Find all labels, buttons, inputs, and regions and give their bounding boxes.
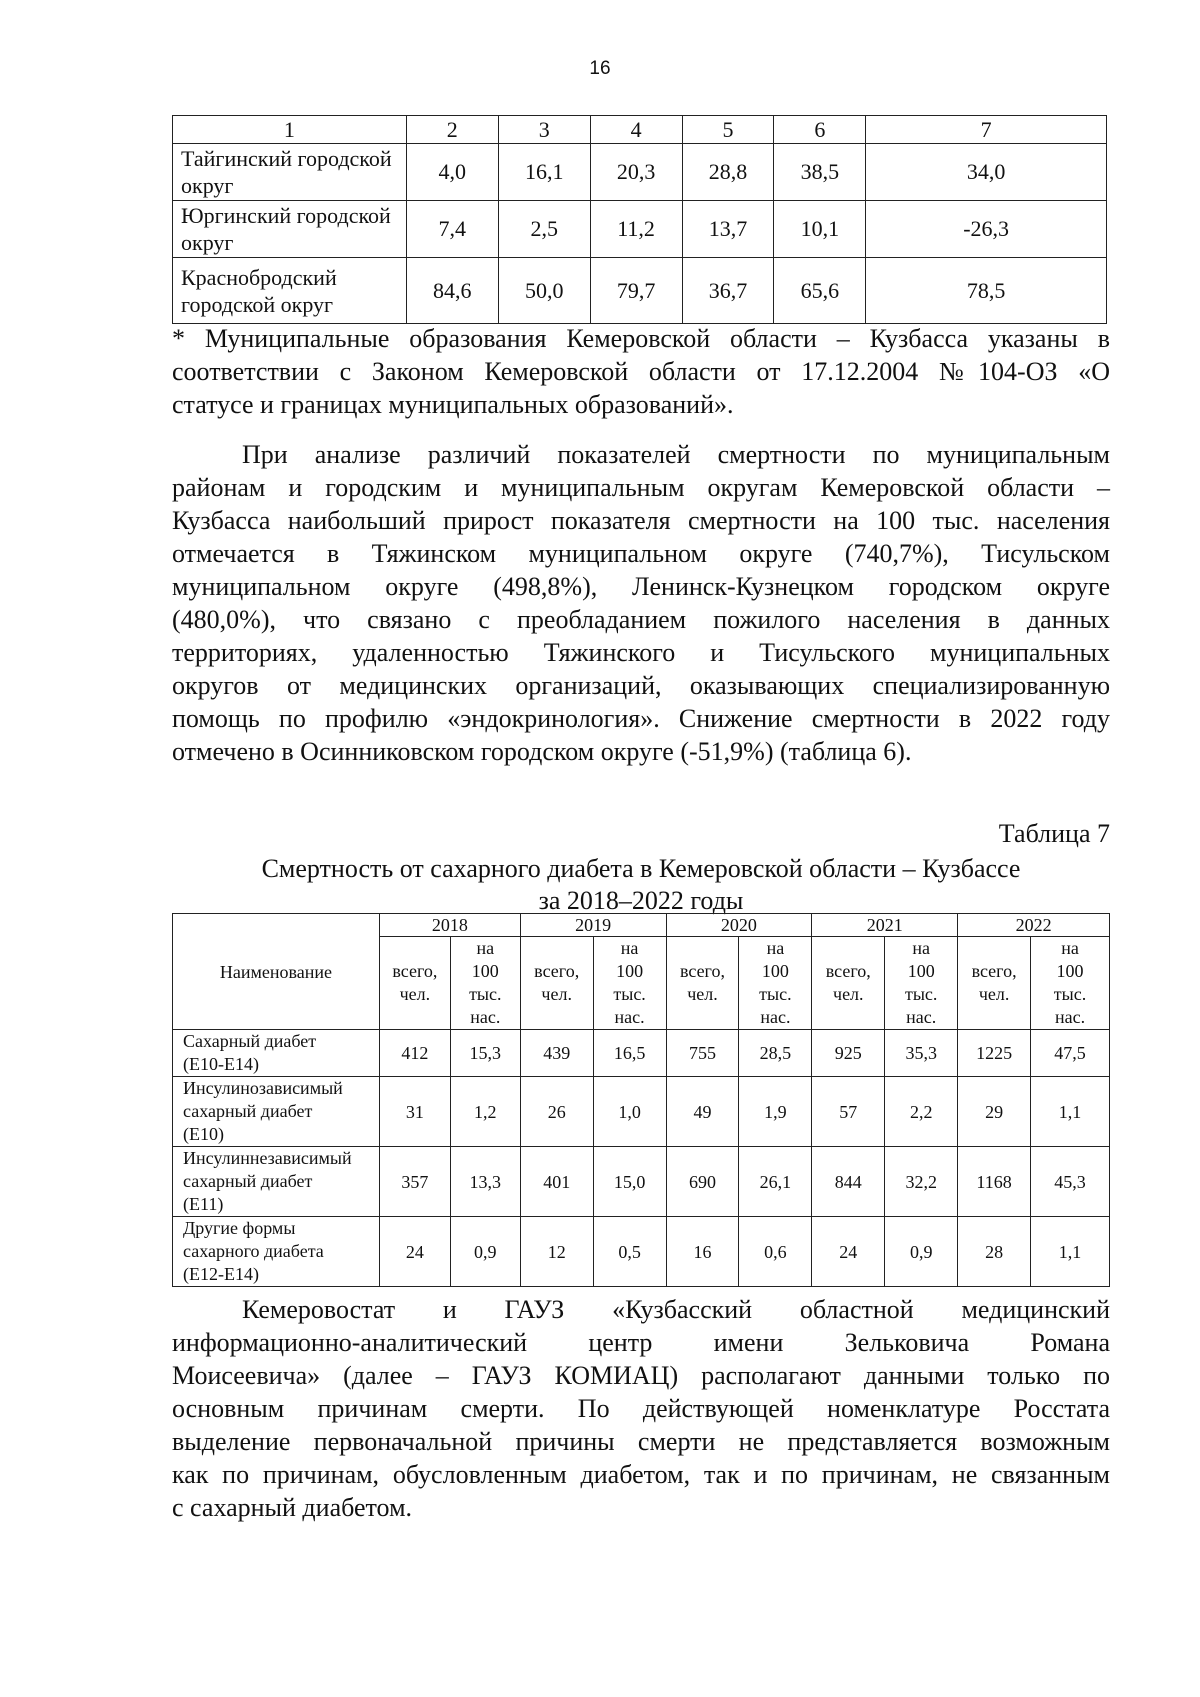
table-cell: 15,3 — [450, 1030, 520, 1077]
table-row — [173, 1077, 1110, 1147]
text-line: муниципальном округе (498,8%), Ленинск-Кузнецком городском округе — [172, 572, 1110, 601]
year-header: 2022 — [958, 914, 1110, 937]
text-line: нас. — [614, 1007, 645, 1027]
table-cell: 0,9 — [450, 1217, 520, 1287]
text-line: нас. — [906, 1007, 937, 1027]
table-cell: 57 — [812, 1077, 885, 1147]
column-number: 4 — [590, 116, 682, 144]
text-line: всего, — [392, 961, 438, 981]
table-cell: 844 — [812, 1147, 885, 1217]
table-cell: 1225 — [958, 1030, 1031, 1077]
text-line: нас. — [470, 1007, 501, 1027]
text-line: Моисеевича» (далее – ГАУЗ КОМИАЦ) располагают данными только по — [172, 1361, 1110, 1390]
table-cell: 84,6 — [406, 258, 498, 324]
table-cell: 16,1 — [498, 144, 590, 201]
total-subheader — [520, 937, 593, 1030]
table-cell: 412 — [379, 1030, 450, 1077]
table-cell: 24 — [379, 1217, 450, 1287]
closing-paragraph — [172, 1293, 1110, 1524]
rate-subheader — [593, 937, 666, 1030]
table-cell: 1,0 — [593, 1077, 666, 1147]
text-line: на — [1061, 938, 1079, 958]
text-line: (Е10-Е14) — [183, 1054, 259, 1074]
text-line: Краснобродский — [181, 264, 337, 290]
diagnosis-name — [173, 1030, 380, 1077]
table-cell: 79,7 — [590, 258, 682, 324]
text-line: 100 — [1056, 961, 1084, 981]
table-header-row — [173, 116, 1107, 144]
text-line: Юргинский городской — [181, 203, 391, 228]
table-row — [173, 144, 1107, 201]
text-line: чел. — [399, 984, 431, 1004]
text-line: как по причинам, обусловленным диабетом, так и по причинам, не связанным — [172, 1460, 1110, 1489]
table-cell: 16,5 — [593, 1030, 666, 1077]
table-cell: -26,3 — [866, 201, 1107, 258]
text-line: округов от медицинских организаций, оказывающих специализированную — [172, 671, 1110, 700]
table-cell: 32,2 — [885, 1147, 958, 1217]
table-cell: 15,0 — [593, 1147, 666, 1217]
text-line: При анализе различий показателей смертности по муниципальным — [242, 440, 1110, 469]
table-cell: 10,1 — [774, 201, 866, 258]
text-line: территориях, удаленностью Тяжинского и Тисульского муниципальных — [172, 638, 1110, 667]
municipal-table-continuation — [172, 115, 1107, 324]
text-line: Инсулинозависимый — [183, 1078, 343, 1098]
column-number: 5 — [682, 116, 774, 144]
table-cell: 1168 — [958, 1147, 1031, 1217]
table-cell: 31 — [379, 1077, 450, 1147]
text-line: Кузбасса наибольший прирост показателя смертности на 100 тыс. населения — [172, 506, 1110, 535]
total-subheader — [958, 937, 1031, 1030]
table-cell: 357 — [379, 1147, 450, 1217]
text-line: * Муниципальные образования Кемеровской области – Кузбасса указаны в — [172, 324, 1110, 353]
text-line: Кемеровостат и ГАУЗ «Кузбасский областной медицинский — [242, 1295, 1110, 1324]
text-line: соответствии с Законом Кемеровской области от 17.12.2004 №104-ОЗ «О — [172, 357, 1110, 386]
text-line: чел. — [978, 984, 1010, 1004]
table-cell: 2,5 — [498, 201, 590, 258]
column-number: 3 — [498, 116, 590, 144]
table-cell: 755 — [666, 1030, 739, 1077]
text-line: округ — [181, 173, 234, 198]
column-number: 1 — [173, 116, 407, 144]
text-line: тыс. — [1053, 984, 1087, 1004]
table-cell: 13,3 — [450, 1147, 520, 1217]
rate-subheader — [450, 937, 520, 1030]
total-subheader — [666, 937, 739, 1030]
text-line: нас. — [760, 1007, 791, 1027]
text-line: чел. — [833, 984, 864, 1004]
table-cell: 28,8 — [682, 144, 774, 201]
total-subheader — [812, 937, 885, 1030]
rate-subheader — [739, 937, 812, 1030]
year-header: 2021 — [812, 914, 958, 937]
table-cell: 50,0 — [498, 258, 590, 324]
text-line: (Е11) — [183, 1194, 224, 1214]
table-row — [173, 1147, 1110, 1217]
diagnosis-name — [173, 1147, 380, 1217]
text-line: всего, — [971, 961, 1017, 981]
table-cell: 0,6 — [739, 1217, 812, 1287]
table-cell: 1,1 — [1031, 1217, 1110, 1287]
column-number: 6 — [774, 116, 866, 144]
table-cell: 36,7 — [682, 258, 774, 324]
diagnosis-name — [173, 1077, 380, 1147]
year-header: 2020 — [666, 914, 812, 937]
table-cell: 24 — [812, 1217, 885, 1287]
district-name — [173, 201, 407, 258]
text-line: (Е10) — [183, 1124, 224, 1144]
analysis-paragraph — [172, 438, 1110, 768]
table-cell: 0,5 — [593, 1217, 666, 1287]
column-number: 7 — [866, 116, 1107, 144]
table-row — [173, 201, 1107, 258]
total-subheader — [379, 937, 450, 1030]
table-label: Таблица 7 — [998, 819, 1110, 848]
text-line: на — [476, 938, 495, 958]
text-line: сахарный диабет — [183, 1171, 313, 1191]
table-cell: 45,3 — [1031, 1147, 1110, 1217]
text-line: 100 — [761, 961, 789, 981]
text-line: тыс. — [613, 984, 646, 1004]
text-line: Тайгинский городской — [181, 146, 392, 171]
page-number: 16 — [589, 58, 611, 79]
table-cell: 925 — [812, 1030, 885, 1077]
rate-subheader — [1031, 937, 1110, 1030]
text-line: сахарный диабет — [183, 1101, 313, 1121]
table-cell: 29 — [958, 1077, 1031, 1147]
year-header: 2019 — [520, 914, 666, 937]
table-title: Смертность от сахарного диабета в Кемеровской области – Кузбассе — [261, 854, 1021, 883]
column-number: 2 — [406, 116, 498, 144]
table-cell: 4,0 — [406, 144, 498, 201]
table-title: за 2018–2022 годы — [538, 886, 744, 915]
table-cell: 78,5 — [866, 258, 1107, 324]
table-cell: 20,3 — [590, 144, 682, 201]
text-line: Сахарный диабет — [183, 1031, 317, 1051]
table-cell: 35,3 — [885, 1030, 958, 1077]
text-line: выделение первоначальной причины смерти не представляется возможным — [172, 1427, 1110, 1456]
year-header: 2018 — [379, 914, 520, 937]
table-cell: 65,6 — [774, 258, 866, 324]
text-line: городской округ — [181, 291, 334, 317]
text-line: всего, — [534, 961, 580, 981]
table-cell: 7,4 — [406, 201, 498, 258]
district-name — [173, 258, 407, 324]
text-line: основным причинам смерти. По действующей номенклатуре Росстата — [172, 1394, 1110, 1423]
table-row — [173, 1030, 1110, 1077]
name-column-header: Наименование — [173, 914, 380, 1030]
text-line: нас. — [1054, 1007, 1086, 1027]
table-cell: 401 — [520, 1147, 593, 1217]
table-cell: 16 — [666, 1217, 739, 1287]
table-cell: 34,0 — [866, 144, 1107, 201]
text-line: 100 — [471, 961, 499, 981]
text-line: на — [912, 938, 930, 958]
table-row — [173, 1217, 1110, 1287]
text-line: всего, — [825, 961, 871, 981]
text-line: тыс. — [469, 984, 502, 1004]
text-line: 100 — [616, 961, 644, 981]
table-cell: 1,1 — [1031, 1077, 1110, 1147]
text-line: информационно-аналитический центр имени Зельковича Романа — [172, 1328, 1110, 1357]
text-line: на — [766, 938, 785, 958]
text-line: (Е12-Е14) — [183, 1264, 259, 1284]
table-cell: 28,5 — [739, 1030, 812, 1077]
diabetes-mortality-table — [172, 913, 1110, 1287]
rate-subheader — [885, 937, 958, 1030]
table-cell: 439 — [520, 1030, 593, 1077]
text-line: Другие формы — [183, 1218, 296, 1238]
text-line: тыс. — [759, 984, 792, 1004]
year-header-row — [173, 914, 1110, 937]
text-line: Инсулиннезависимый — [183, 1148, 352, 1168]
table-cell: 26,1 — [739, 1147, 812, 1217]
table-cell: 28 — [958, 1217, 1031, 1287]
footnote — [172, 322, 1110, 421]
text-line: 100 — [907, 961, 935, 981]
text-line: чел. — [541, 984, 572, 1004]
text-line: статусе и границах муниципальных образований». — [172, 390, 734, 419]
table-cell: 11,2 — [590, 201, 682, 258]
text-line: (480,0%), что связано с преобладанием пожилого населения в данных — [172, 605, 1110, 634]
text-line: чел. — [687, 984, 718, 1004]
table-cell: 690 — [666, 1147, 739, 1217]
text-line: с сахарный диабетом. — [172, 1493, 413, 1522]
table-cell: 1,9 — [739, 1077, 812, 1147]
text-line: всего, — [679, 961, 725, 981]
diagnosis-name — [173, 1217, 380, 1287]
text-line: на — [620, 938, 639, 958]
text-line: сахарного диабета — [183, 1241, 324, 1261]
text-line: округ — [181, 230, 234, 255]
text-line: районам и городским и муниципальным округам Кемеровской области – — [172, 473, 1110, 502]
text-line: отмечено в Осинниковском городском округе (-51,9%) (таблица 6). — [172, 737, 912, 766]
table-cell: 2,2 — [885, 1077, 958, 1147]
text-line: тыс. — [904, 984, 938, 1004]
text-line: помощь по профилю «эндокринология». Снижение смертности в 2022 году — [172, 704, 1110, 733]
table-cell: 38,5 — [774, 144, 866, 201]
table-cell: 1,2 — [450, 1077, 520, 1147]
district-name — [173, 144, 407, 201]
table-cell: 26 — [520, 1077, 593, 1147]
text-line: отмечается в Тяжинском муниципальном округе (740,7%), Тисульском — [172, 539, 1110, 568]
table-cell: 13,7 — [682, 201, 774, 258]
table-cell: 47,5 — [1031, 1030, 1110, 1077]
table-cell: 49 — [666, 1077, 739, 1147]
table-row — [173, 258, 1107, 324]
table-cell: 0,9 — [885, 1217, 958, 1287]
table-cell: 12 — [520, 1217, 593, 1287]
